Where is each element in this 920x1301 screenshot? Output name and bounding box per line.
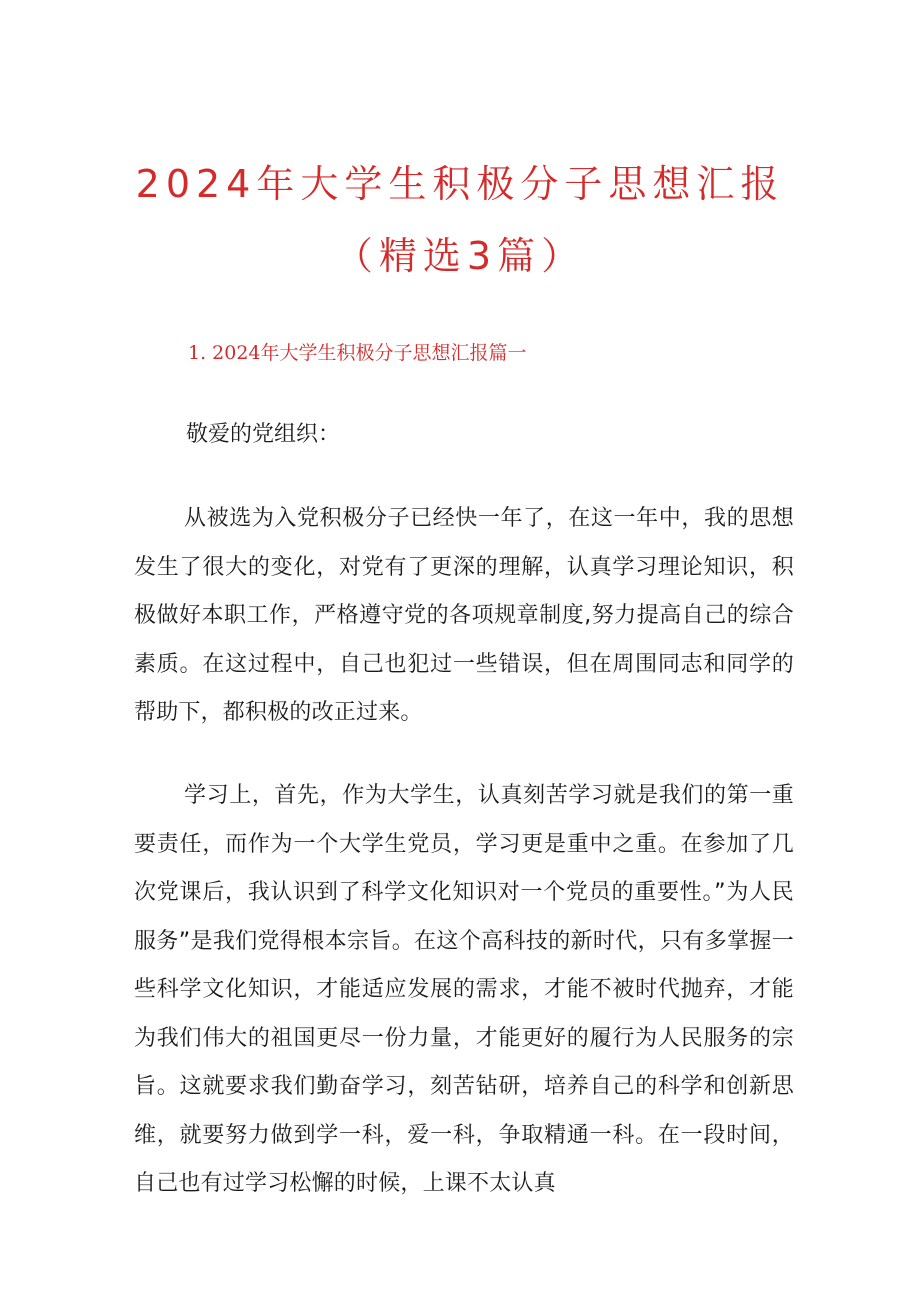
section-heading: 1. 2024年大学生积极分子思想汇报篇一 <box>188 342 527 364</box>
salutation: 敬爱的党组织： <box>186 422 341 447</box>
document-title: 2024年大学生积极分子思想汇报（精选3篇） <box>135 162 785 278</box>
body-paragraph: 学习上，首先，作为大学生，认真刻苦学习就是我们的第一重要责任，而作为一个大学生党员，学习更是重中之重。在参加了几次党课后，我认识到了科学文化知识对一个党员的重要性。”为人民服务”是我们党得根本宗旨。在这个高科技的新时代，只有多掌握一些科学文化知识，才能适应发展的需求，才能不被时代抛弃，才能为我们伟大的祖国更尽一份力量，才能更好的履行为人民服务的宗旨。这就要求我们勤奋学习，刻苦钻研，培养自己的科学和创新思维，就要努力做到学一科，爱一科，争取精通一科。在一段时间，自己也有过学习松懈的时候，上课不太认真 <box>134 783 794 1196</box>
body-paragraph: 从被选为入党积极分子已经快一年了，在这一年中，我的思想发生了很大的变化，对党有了更深的理解，认真学习理论知识，积极做好本职工作，严格遵守党的各项规章制度,努力提高自己的综合素质。在这过程中，自己也犯过一些错误，但在周围同志和同学的帮助下，都积极的改正过来。 <box>134 506 794 725</box>
